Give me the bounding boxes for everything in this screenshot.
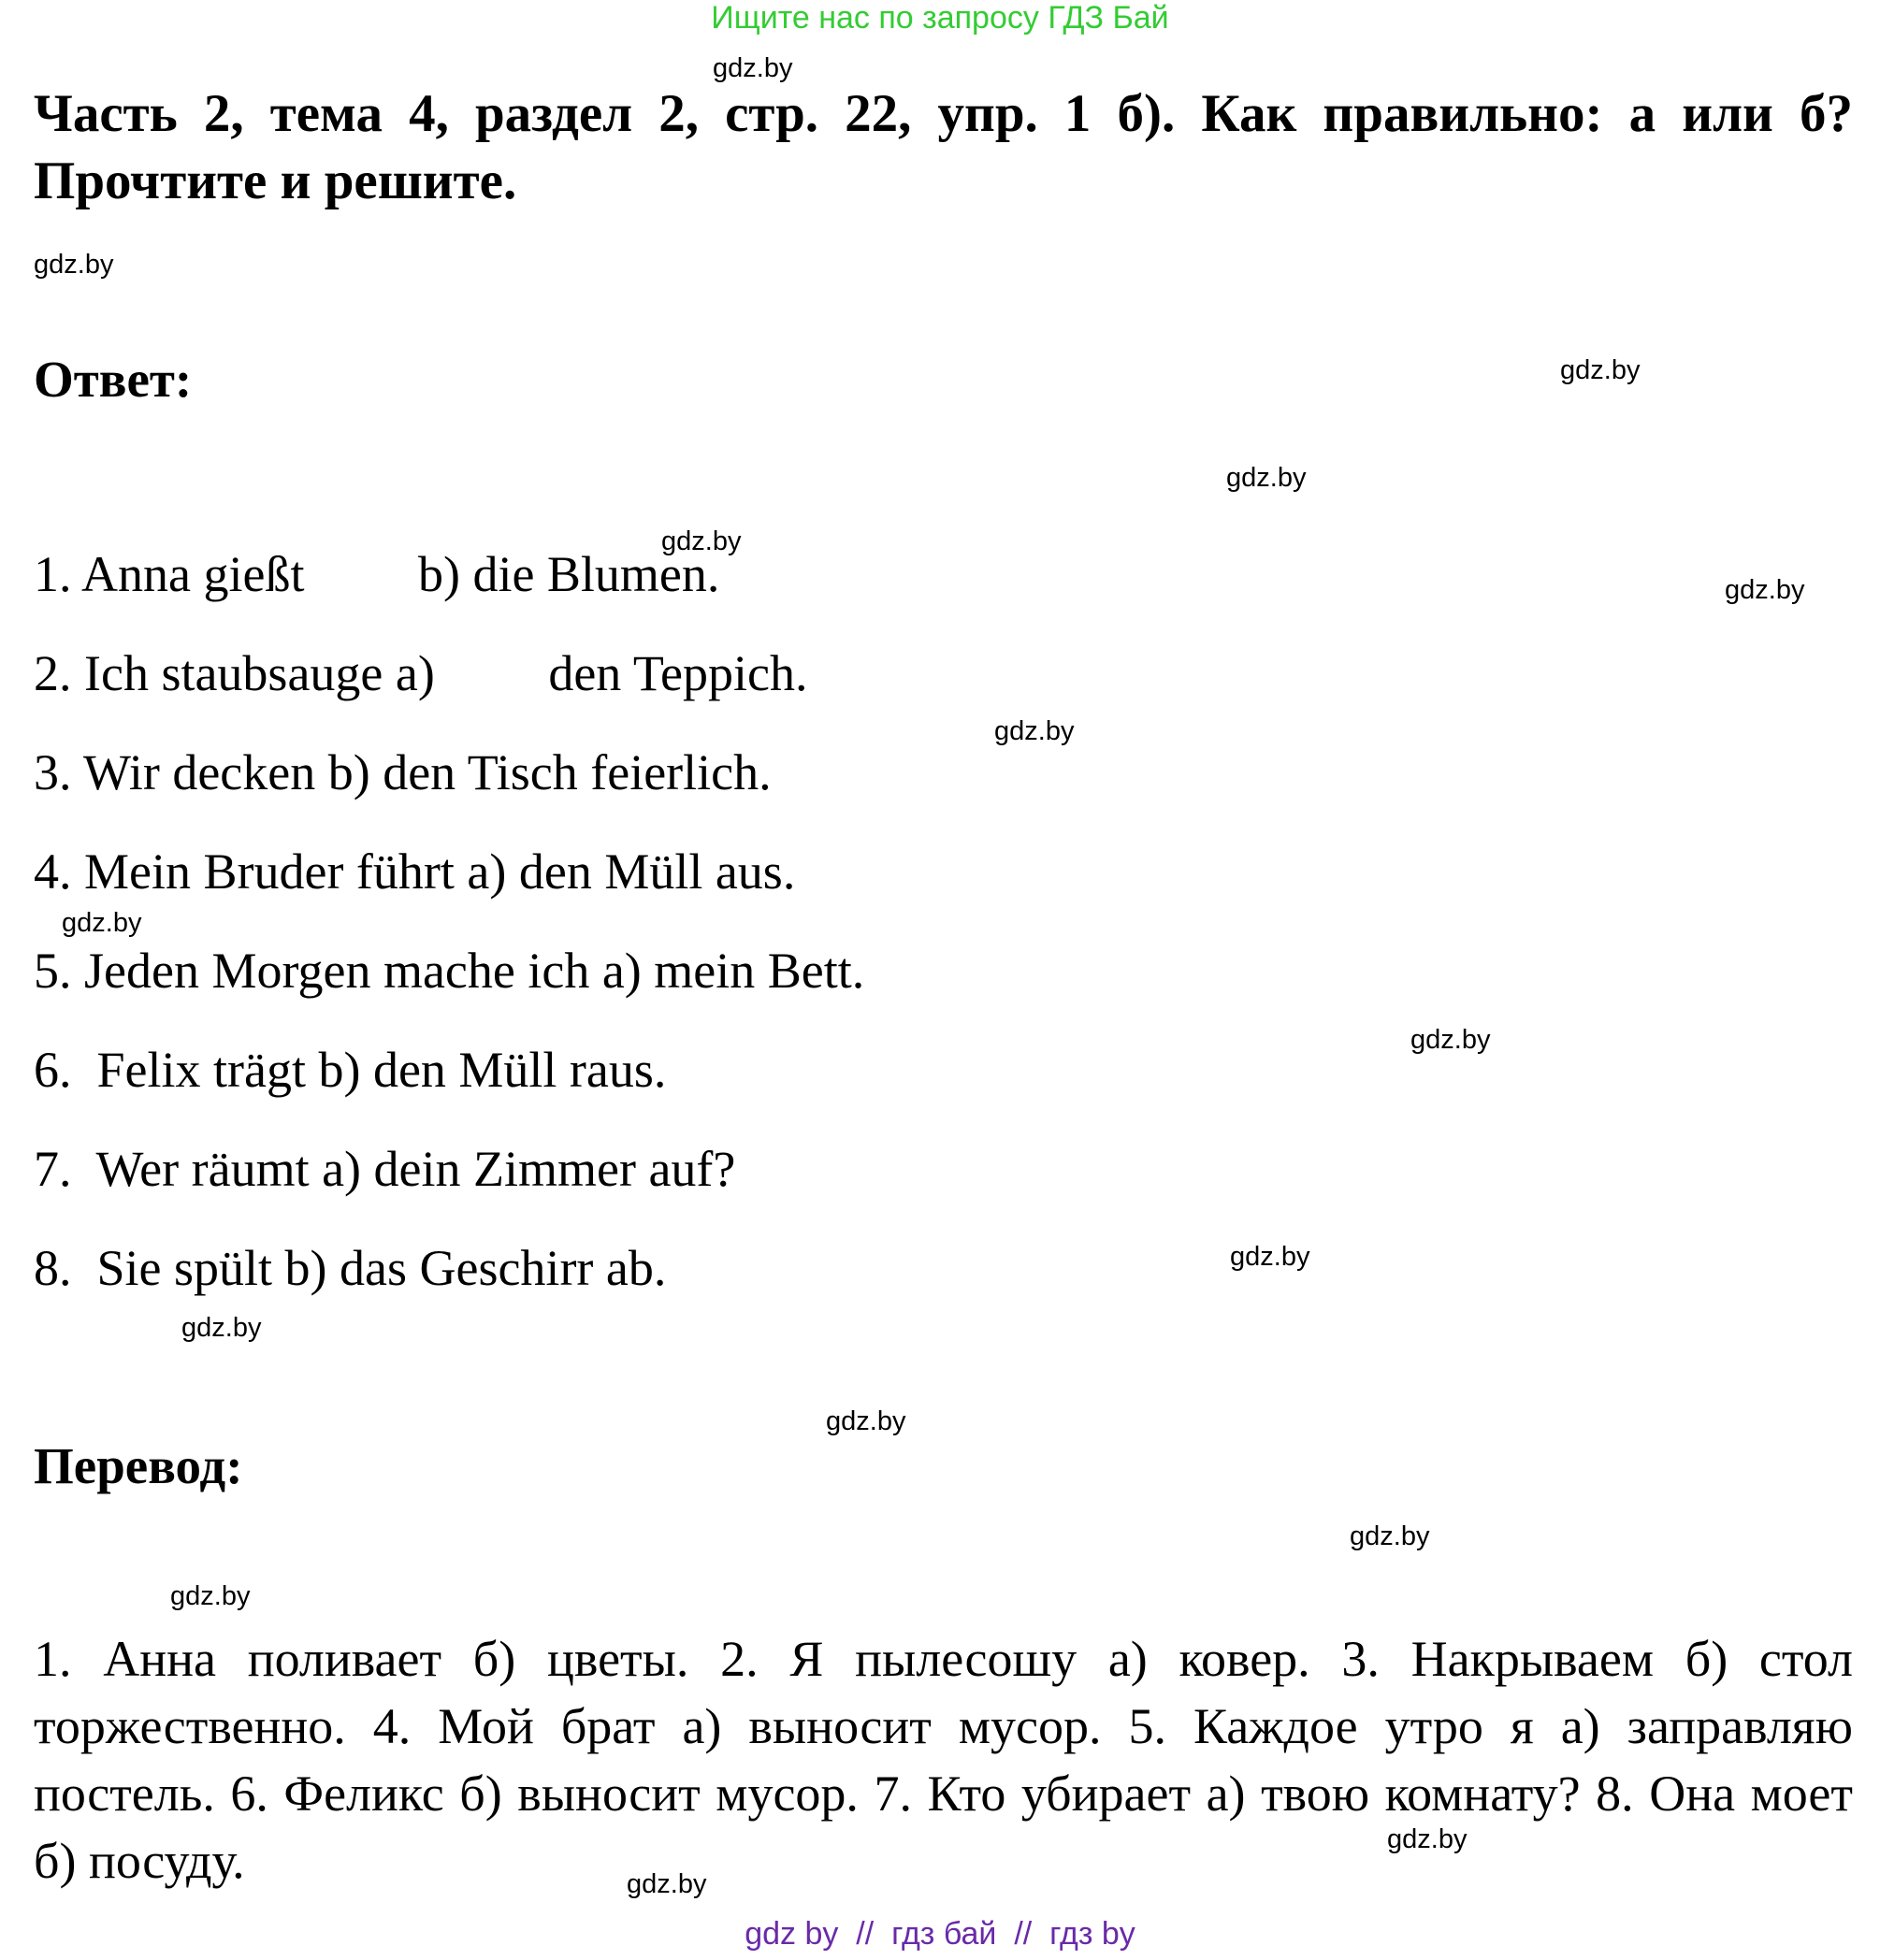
watermark: gdz.by xyxy=(627,1869,707,1899)
task-heading: Часть 2, тема 4, раздел 2, стр. 22, упр. 1 б). Как правильно: а или б? Прочтите и решите. xyxy=(34,84,1853,210)
answer-line: 5. Jeden Morgen mache ich a) mein Bett. xyxy=(34,943,865,999)
watermark: gdz.by xyxy=(1387,1824,1468,1854)
watermark: gdz.by xyxy=(62,908,142,938)
answer-line: 2. Ich staubsauge a) den Teppich. xyxy=(34,645,808,701)
watermark: gdz.by xyxy=(994,716,1075,746)
answer-title: Ответ: xyxy=(34,351,193,408)
answer-line: 1. Anna gießt b) die Blumen. xyxy=(34,546,720,602)
answer-line: 3. Wir decken b) den Tisch feierlich. xyxy=(34,744,772,800)
translation-title: Перевод: xyxy=(34,1437,243,1494)
watermark: gdz.by xyxy=(1230,1242,1310,1272)
watermark: gdz.by xyxy=(661,526,742,556)
translation-text: 1. Анна поливает б) цветы. 2. Я пылесошу а) ковер. 3. Накрываем б) стол торжественно. 4. Мой брат а) выносит мусор. 5. Каждое утро я а) заправляю постель. 6. Феликс б) выносит мусор. 7. Кто убирает а) твою комнату? 8. Она моет б) посуду. xyxy=(34,1631,1853,1889)
watermark: gdz.by xyxy=(34,250,114,280)
footer-links: gdz by // гдз бай // гдз by xyxy=(745,1916,1135,1952)
search-banner: Ищите нас по запросу ГДЗ Бай xyxy=(711,0,1169,36)
answer-line: 7. Wer räumt a) dein Zimmer auf? xyxy=(34,1141,736,1197)
watermark: gdz.by xyxy=(1350,1521,1430,1551)
watermark: gdz.by xyxy=(170,1581,251,1611)
watermark: gdz.by xyxy=(1226,463,1307,493)
watermark: gdz.by xyxy=(181,1313,262,1343)
watermark: gdz.by xyxy=(1560,355,1641,385)
answer-line: 6. Felix trägt b) den Müll raus. xyxy=(34,1042,667,1098)
watermark: gdz.by xyxy=(826,1406,906,1436)
answer-line: 8. Sie spült b) das Geschirr ab. xyxy=(34,1240,667,1296)
watermark: gdz.by xyxy=(1725,575,1805,605)
answer-line: 4. Mein Bruder führt a) den Müll aus. xyxy=(34,843,796,900)
watermark: gdz.by xyxy=(713,53,793,83)
watermark: gdz.by xyxy=(1410,1025,1491,1055)
